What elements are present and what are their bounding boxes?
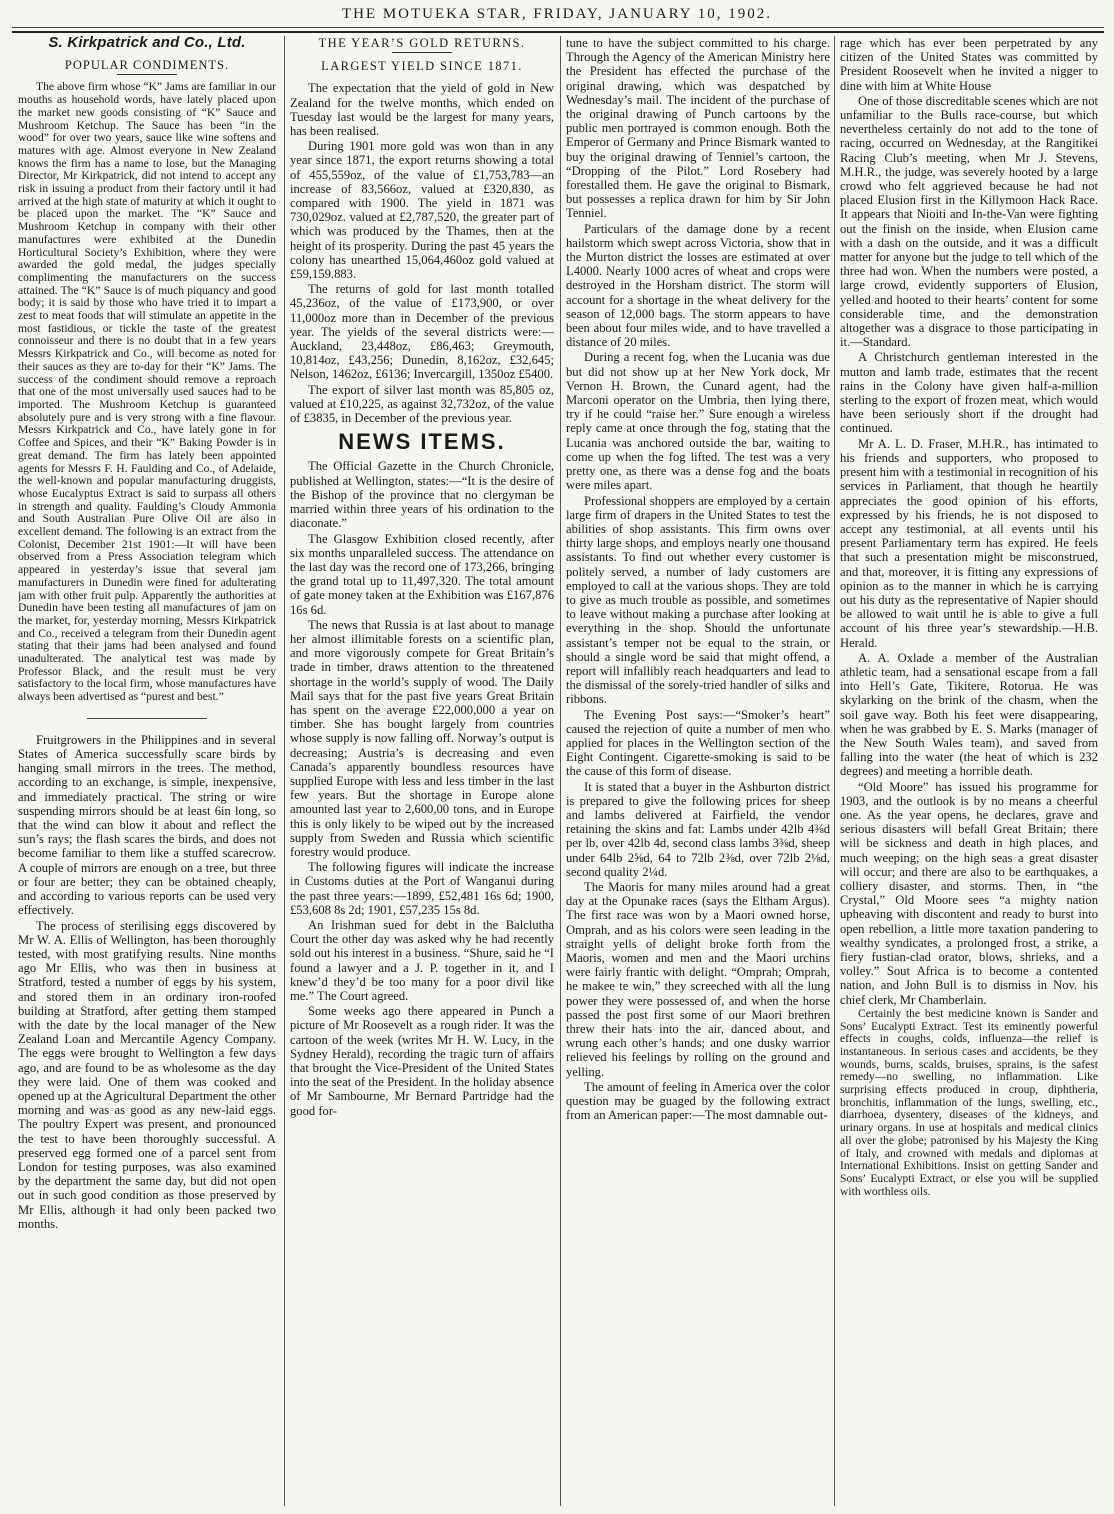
article-paragraph: The Official Gazette in the Church Chronicle, published at Wellington, states:—“It is the desire of the Bishop of the province that no clergyman be married within three years of his ordination to the diaconate.” [290, 459, 554, 531]
article-paragraph: The export of silver last month was 85,805 oz, valued at £10,225, as against 32,732oz, of the value of £3835, in December of the previous year. [290, 382, 554, 426]
column-rule [284, 36, 285, 1506]
column-2 [290, 36, 554, 1504]
column-4 [840, 36, 1098, 1504]
divider [392, 52, 452, 53]
column-rule [560, 36, 561, 1506]
advert-subheading: POPULAR CONDIMENTS. [64, 58, 230, 73]
article-paragraph: The following figures will indicate the increase in Customs duties at the Port of Wanganui during the past three years:—1899, £52,481 16s 6d; 1900, £53,608 8s 2d; 1901, £57,235 15s 8d. [290, 860, 554, 917]
article-paragraph: The amount of feeling in America over the color question may be guaged by the following extract from an American paper:—The most damnable out- [566, 1079, 830, 1123]
article-paragraph: During 1901 more gold was won than in any year since 1871, the export returns showing a total of 455,559oz, of the value of £1,753,783—an increase of 83,566oz, valued at £320,830, as compared with 1900. The yield in 1871 was 730,029oz. valued at £2,787,520, the greater part of which was produced by the Thames, then at the height of its prosperity. During the past 45 years the colony has unearthed 15,064,460oz gold valued at £59,159.883. [290, 139, 554, 282]
article-paragraph: The above firm whose “K” Jams are familiar in our mouths as household words, have lately placed upon the market new goods consisting of “K” Sauce and Mushroom Ketchup. The Sauce has been “in the wood” for over two years, sauce like wine softens and matures with age. Almost everyone in New Zealand knows the firm has a name to lose, but the Managing Director, Mr Kirkpatrick, did not intend to accept any risk in issuing a product from their factory until it had arrived at the high state of maturity at which it ought to be placed upon the market. The “K” Sauce and Mushroom Ketchup in company with their other manufactures were exhibited at the Dunedin Horticultural Society’s Exhibition, where they were awarded the gold medal, the judges specially complimenting the manufacturers on the success attained. The “K” Sauce is of much piquancy and good body; it is said by those who have tried it to impart a zest to meat foods that will stimulate an appetite in the most fastidious, or tickle the taste of the greatest connoisseur and there is no doubt that in a few years Messrs Kirkpatrick and Co., will become as noted for their sauces as they are to-day for their “K” Jams. The success of the condiment should remove a reproach that one of the most universally used sauces had to be imported. The Mushroom Ketchup is guaranteed absolutely pure and is very strong with a fine flavour. Messrs Kirkpatrick and Co., have lately gone in for Coffee and Spices, and their “K” Baking Powder is in great demand. The firm has lately been appointed agents for Messrs F. H. Faulding and Co., of Adelaide, the well-known and popular manufacturing druggists, whose Eucalyptus Extract is said to surpass all others in strength and quality. Faulding’s Cloudy Ammonia and South Australian Pure Olive Oil are also in excellent demand. The following is an extract from the Colonist, December 21st 1901:—It will have been observed from a Press Association telegram which appeared in yesterday’s issue that several jam manufacturers in Dunedin were fined for adulterating jam with other fruit pulp. Apparently the authorities at Dunedin have been testing all manufactures of jam on the market, for, yesterday morning, Messrs Kirkpatrick and Co., received a telegram from their Dunedin agent stating that their jams had been analysed and found unadulterated. The analytical test was made by Professor Black, and the result must be very satisfactory to the local firm, whose manufactures have always been advertised as “purest and best.” [18, 80, 276, 704]
article-paragraph: A Christchurch gentleman interested in the mutton and lamb trade, estimates that the recent rains in the Colony have given half-a-million sterling to the export of frozen meat, which would have been seriously short if the drought had continued. [840, 350, 1098, 436]
news-items-heading: NEWS ITEMS. [338, 429, 506, 455]
column-3 [566, 36, 830, 1504]
article-paragraph: It is stated that a buyer in the Ashburton district is prepared to give the following prices for sheep and lambs delivered at Fairfield, the vendor retaining the skins and fat: Lambs under 42lb 4⅜d per lb, over 42lb 4d, second class lambs 3⅜d, sheep under 64lb 2⅝d, 64 to 72lb 2⅜d, over 72lb 2⅛d, second quality 2¼d. [566, 779, 830, 879]
column-1 [18, 36, 276, 1504]
masthead: THE MOTUEKA STAR, FRIDAY, JANUARY 10, 1902. [341, 6, 773, 22]
advert-heading: S. Kirkpatrick and Co., Ltd. [48, 36, 246, 51]
article-paragraph: “Old Moore” has issued his programme for 1903, and the outlook is by no means a cheerful one. As the year opens, he declares, grave and serious disasters will befall Great Britain; there will be sickness and death in high places, and much weeping; on the high seas a great disaster will occur; and there are also to be earthquakes, a colliery disaster, and storms. Then, in “the Crystal,” Old Moore sees “a mighty nation upheaving with discontent and ready to burst into open rebellion, a little more taxation pandering to wealthy syndicates, a prolonged frost, a strike, a fiery fustian-clad orator, blows, shrieks, and a volley.” Sout Africa is to become a contented nation, and John Bull is to dismiss in Nov. his chief clerk, Mr Chamberlain. [840, 779, 1098, 1007]
article-heading: THE YEAR’S GOLD RETURNS. [318, 36, 526, 50]
article-paragraph: The news that Russia is at last about to manage her almost illimitable forests on a scientific plan, and more vigorously compete for Great Britain’s trade in timber, draws attention to the threatened shortage in the world’s supply of wood. The Daily Mail says that for the past five years Great Britain has spent on the average £22,000,000 a year on timber. She has bought largely from countries whose supply is now falling off. Norway’s output is decreasing; Austria’s is decreasing and even Canada’s apparently boundless resources have supplied Europe with less and less timber in the last few years. But the shortage in Europe alone amounted last year to 2,600,00 tons, and in Europe this is only likely to be wiped out by the increased supply from Sweden and Russia which scientific forestry would produce. [290, 617, 554, 859]
article-paragraph: The expectation that the yield of gold in New Zealand for the twelve months, which ended on Tuesday last would be the largest for many years, has been realised. [290, 81, 554, 139]
article-paragraph: tune to have the subject committed to his charge. Through the Agency of the American Ministry here the President has effected the purchase of the original drawing, which was despatched by Wednesday’s mail. The incident of the purchase of the original drawing of Punch cartoons by the public men portrayed is common enough. Both the Emperor of Germany and Prince Bismark wanted to buy the original drawing of Tenniel’s cartoon, the “Dropping of the Pilot.” Lord Rosebery had forestalled them. He gave the original to Bismark, but possesses a replica drawn for him by Sir John Tenniel. [566, 36, 830, 221]
article-paragraph: Some weeks ago there appeared in Punch a picture of Mr Roosevelt as a rough rider. It was the cartoon of the week (writes Mr H. W. Lucy, in the Sydney Herald), recording the tragic turn of affairs that brought the Vice-President of the United States into the seat of the President. In the holiday absence of Mr Sambourne, Mr Bernard Partridge had the good for- [290, 1004, 554, 1118]
masthead-rule [12, 27, 1104, 33]
article-paragraph: One of those discreditable scenes which are not unfamiliar to the Bulls race-course, but which nevertheless certainly do not add to the tone of racing, occurred on Wednesday, at the Rangitikei Racing Club’s meeting, when Mr J. Stevens, M.H.R., the judge, was severely hooted by a large crowd who felt aggrieved because he had not placed Elusion first in the Killymoon Hack Race. It appears that Nioiti and In-the-Van were fighting out the finish on the inside, when Elusion came with a dash on the outside, and it was a difficult matter for anyone but the judge to tell which of the three had won. When the numbers were posted, a large crowd, evidently supporters of Elusion, yelled and hooted to their hearts’ content for some considerable time, and the demonstration altogether was a disgrace to those participating in it.—Standard. [840, 93, 1098, 350]
advert-body [840, 1008, 1098, 1199]
article-paragraph: The Maoris for many miles around had a great day at the Opunake races (says the Eltham Argus). The first race was won by a Maori owned horse, Omprah, and as his colors were seen leading in the straight yells of delight broke forth from the Maoris, women and men and the Maori urchins were fairly frantic with delight. “Omprah; Omprah, he makee te win,” they screeched with all the lung power they were possessed of, and when the horse passed the post first some of our Maori brethren threw their hats into the air, danced about, and wrung each other’s hands; and one dusky warrior relieved his feelings by rolling on the ground and yelling. [566, 879, 830, 1079]
divider [87, 718, 207, 719]
advert-body [18, 81, 276, 703]
article-paragraph: Professional shoppers are employed by a certain large firm of drapers in the United States to test the abilities of shop assistants. This firm owns over thirty large shops, and employs nearly one thousand assistants. To find out whether every customer is politely served, a number of lady customers are employed to call at the various shops. They are told to give as much trouble as possible, and sometimes to leave without making a purchase after looking at everything in the shop. Should the unfortunate assistant’s temper not be equal to the strain, or should a single word be said that might offend, a report will infallibly reach headquarters and lead to the dismissal of the sorely-tried handler of silks and ribbons. [566, 493, 830, 707]
article-paragraph: The returns of gold for last month totalled 45,236oz, of the value of £173,900, or over 11,000oz more than in December of the previous year. The yields of the several districts were:—Auckland, 23,448oz, £86,463; Greymouth, 10,814oz, £43,256; Dunedin, 8,162oz, £32,645; Nelson, 1462oz, £6136; Invercargill, 1350oz £5400. [290, 282, 554, 382]
article-paragraph: The Evening Post says:—“Smoker’s heart” caused the rejection of quite a number of men who applied for places in the Wellington section of the Eight Contingent. Cigarette-smoking is said to be the cause of this form of disease. [566, 707, 830, 779]
advert-paragraph: Certainly the best medicine known is Sander and Sons’ Eucalypti Extract. Test its eminently powerful effects in coughs, colds, influenza—the relief is instantaneous. In serious cases and accidents, be they wounds, burns, scalds, bruises, sprains, is the safest remedy—no swelling, no inflammation. Like surprising effects produced in croup, diphtheria, bronchitis, inflammation of the lungs, swelling, etc., diarrhoea, dysentery, diseases of the kidneys, and urinary organs. In use at hospitals and medical clinics all over the globe; patronised by his Majesty the King of Italy, and crowned with medals and diplomas at International Exhibitions. Insist on getting Sander and Sons’ Eucalypti Extract, or else you will be supplied with worthless oils. [840, 1006, 1098, 1198]
article-paragraph: Particulars of the damage done by a recent hailstorm which swept across Victoria, show that in the Murton district the losses are estimated at over L4000. Nearly 1000 acres of wheat and crops were destroyed in the Horsham district. The storm will account for a shortage in the wheat delivery for the season of 12,000 bags. The storm appears to have been about four miles wide, and to have travelled a distance of 20 miles. [566, 221, 830, 350]
article-paragraph: Mr A. L. D. Fraser, M.H.R., has intimated to his friends and supporters, who proposed to present him with a testimonial in recognition of his services in Parliament, that though he heartily appreciates the good opinion of his efforts, expressed by his friends, he is not disposed to accept any testimonial, at all events until his present Parliamentary term has expired. He feels that such a presentation might be misconstrued, and that, moreover, it is fitting any expressions of opinion as to the manner in which he is carrying out his duty as the representative of Napier should be allowed to wait until he is able to give a full account of his three year’s stewardship.—H.B. Herald. [840, 436, 1098, 650]
article-paragraph: An Irishman sued for debt in the Balclutha Court the other day was asked why he had recently sold out his interest in a business. “Shure, said he “I found a lawyer and a J. P. together in it, and I knew’d they’d be too many for a poor divil like me.” The Court agreed. [290, 917, 554, 1003]
article-paragraph: A. A. Oxlade a member of the Australian athletic team, had a sensational escape from a fall into Hell’s Gate, Tikitere, Rotorua. He was skylarking on the brink of the chasm, when the soil gave way. Both his feet were disappearing, when he was grabbed by E. S. Marks (manager of the New South Wales team), and saved from falling into the water (the heat of which is 232 degrees) and meeting a horrible death. [840, 650, 1098, 779]
article-paragraph: rage which has ever been perpetrated by any citizen of the United States was committed by President Roosevelt when he invited a nigger to dine with him at White House [840, 36, 1098, 93]
article-paragraph: The process of sterilising eggs discovered by Mr W. A. Ellis of Wellington, has been thoroughly tested, with most gratifying results. Nine months ago Mr Ellis, who was then in business at Stratford, tested a number of eggs by his system, and stored them in an ordinary iron-roofed building at Stratford, after getting them stamped with the date by the local manager of the New Zealand Loan and Mercantile Agency Company. The eggs were brought to Wellington a few days ago, and are found to be as wholesome as the day they were laid. One of them was cooked and opened up at the Agricultural Department the other morning and was as good as any new-laid eggs. The poultry Expert was present, and pronounced the test to have been thoroughly successful. A preserved egg formed one of a parcel sent from London for testing purposes, was also examined by the department the same day, but did not open out in such good condition as those preserved by Mr Ellis, although it had only been packed two months. [18, 918, 276, 1231]
article-paragraph: Fruitgrowers in the Philippines and in several States of America successfully scare birds by hanging small mirrors in the trees. The method, according to an exchange, is simple, inexpensive, and immediately practical. The string or wire suspending mirrors should be at least 6in long, so that the wind can blow it about and reflect the sun’s rays; the flash scares the birds, and does not become familiar to them like a stuffed scarecrow. A couple of mirrors are enough on a tree, but three or four are better; they can be obtained cheaply, and according to various reports can be used very effectively. [18, 732, 276, 918]
article-paragraph: During a recent fog, when the Lucania was due but did not show up at her New York dock, Mr Vernon H. Brown, the Cunard agent, had the Marconi operator on the Umbria, then lying there, try if he could “raise her.” Sure enough a wireless reply came at once through the fog, stating that the Lucania was anchored outside the bar, waiting to come up when the fog lifted. The test was a very pretty one, as there was a dense fog and the boats were miles apart. [566, 350, 830, 493]
column-rule [834, 36, 835, 1506]
divider [117, 74, 177, 75]
article-paragraph: The Glasgow Exhibition closed recently, after six months unparalleled success. The attendance on the last day was the record one of 173,266, bringing the grand total up to 11,497,320. The total amount of gate money taken at the Exhibition was £167,876 16s 6d. [290, 531, 554, 617]
article-subheading: LARGEST YIELD SINCE 1871. [321, 59, 523, 74]
